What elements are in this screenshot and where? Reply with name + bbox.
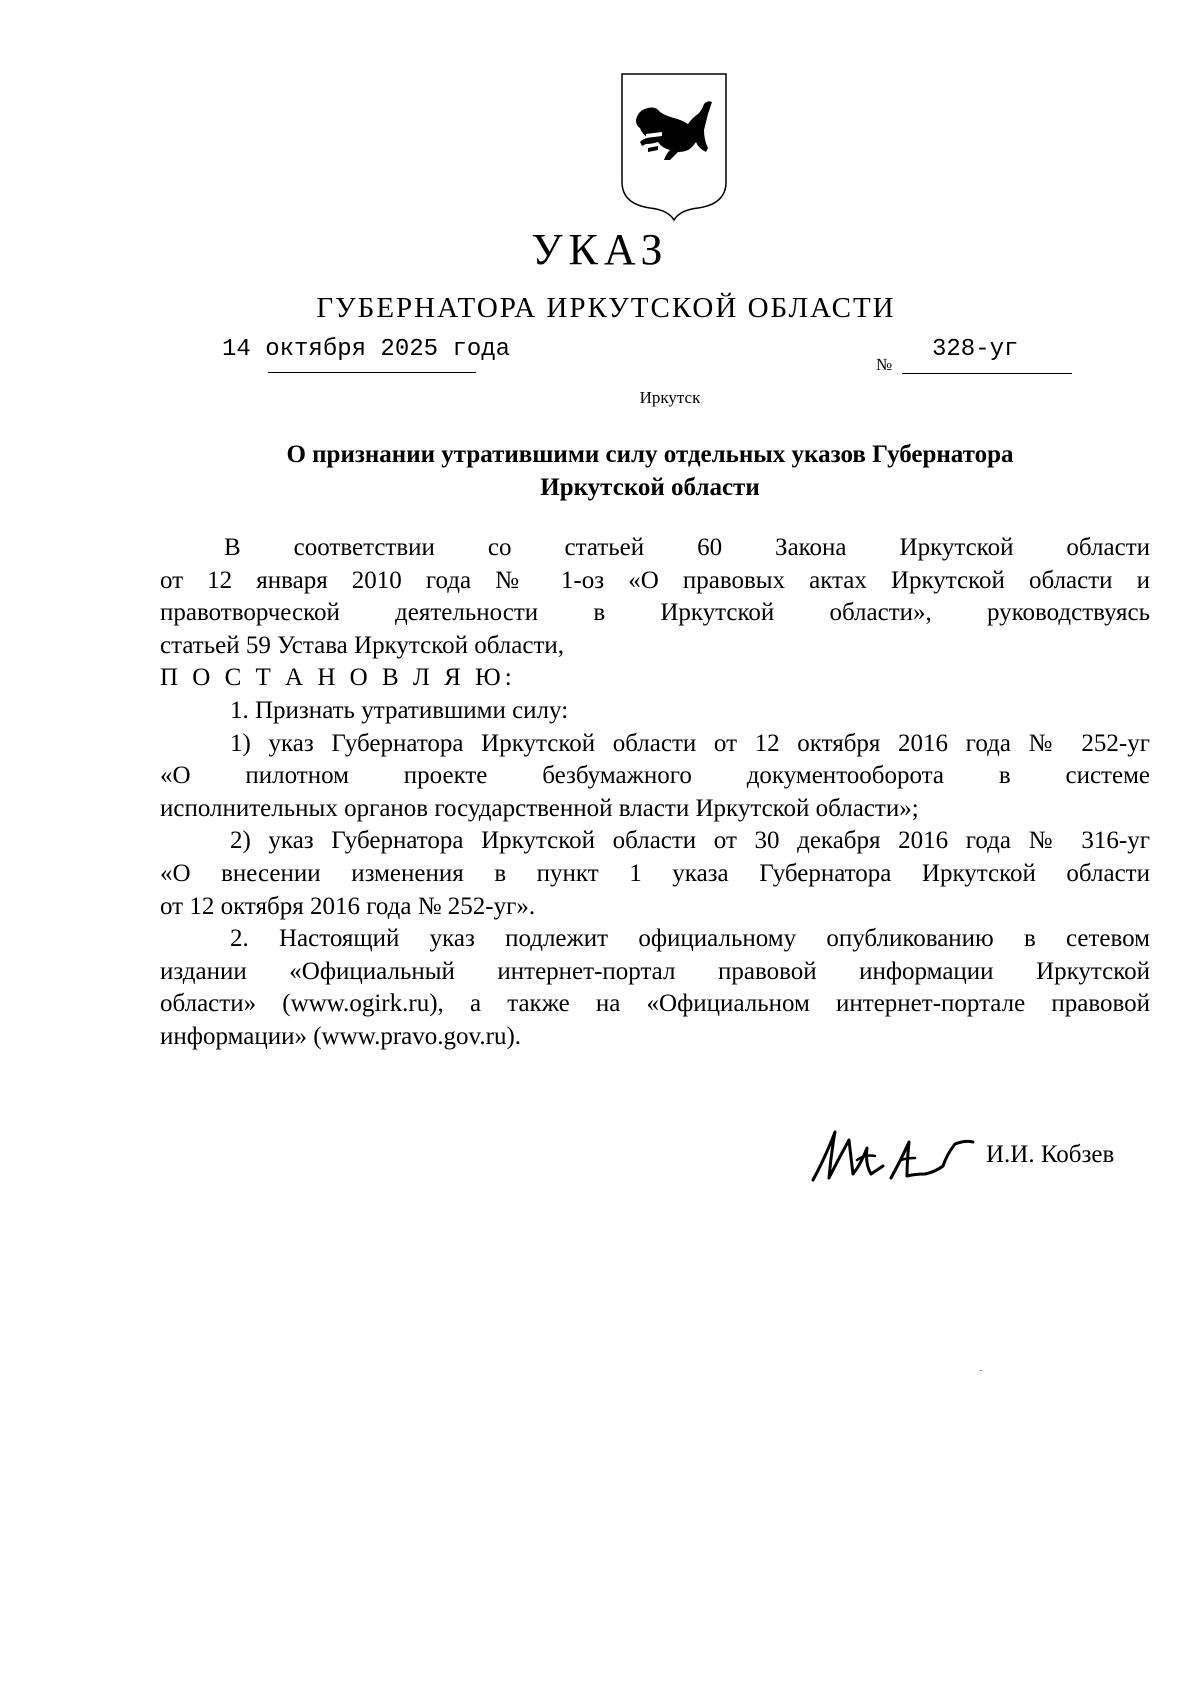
body-line: В соответствии со статьей 60 Закона Иркутской области xyxy=(224,534,1150,561)
date-underline xyxy=(268,372,476,373)
decree-date: 14 октября 2025 года xyxy=(222,336,511,363)
coat-of-arms-emblem xyxy=(618,72,730,222)
body-line: 2) указ Губернатора Иркутской области от 30 декабря 2016 года № 316-уг xyxy=(230,827,1150,855)
body-line: 1) указ Губернатора Иркутской области от 12 октября 2016 года № 252-уг xyxy=(230,729,1150,757)
subject-line: О признании утратившими силу отдельных указов Губернатора xyxy=(286,441,1014,468)
subject-line: Иркутской области xyxy=(540,474,760,501)
handwritten-signature xyxy=(805,1118,975,1190)
body-line: «О внесении изменения в пункт 1 указа Губернатора Иркутской области xyxy=(160,859,1150,887)
signer-name: И.И. Кобзев xyxy=(986,1141,1115,1168)
body-line: информации» (www.pravo.gov.ru). xyxy=(160,1022,522,1050)
body-line: области» (www.ogirk.ru), а также на «Официальном интернет-портале правовой xyxy=(160,990,1150,1018)
body-line: 2. Настоящий указ подлежит официальному опубликованию в сетевом xyxy=(230,925,1150,953)
body-line: статьей 59 Устава Иркутской области, xyxy=(160,631,565,659)
body-line: от 12 октября 2016 года № 252-уг». xyxy=(160,892,536,920)
body-line: от 12 января 2010 года № 1-оз «О правовых актах Иркутской области и xyxy=(160,566,1150,594)
item-heading: 1. Признать утратившими силу: xyxy=(230,696,569,724)
body-line: исполнительных органов государственной власти Иркутской области»; xyxy=(160,794,919,822)
document-title: УКАЗ xyxy=(531,225,669,274)
body-line: правотворческой деятельности в Иркутской области», руководствуясь xyxy=(160,599,1150,627)
body-line: «О пилотном проекте безбумажного документооборота в системе xyxy=(160,762,1150,790)
body-line: издании «Официальный интернет-портал правовой информации Иркутской xyxy=(160,957,1150,985)
decree-subject xyxy=(150,438,1150,504)
decree-word: П О С Т А Н О В Л Я Ю: xyxy=(160,664,516,692)
decree-number: 328-уг xyxy=(932,336,1019,363)
scan-speck xyxy=(980,1370,982,1371)
document-issuer: ГУБЕРНАТОРА ИРКУТСКОЙ ОБЛАСТИ xyxy=(316,292,896,324)
decree-body xyxy=(160,532,1150,1054)
issue-city: Иркутск xyxy=(639,388,701,407)
number-sign: № xyxy=(876,355,893,374)
number-underline xyxy=(902,373,1072,374)
